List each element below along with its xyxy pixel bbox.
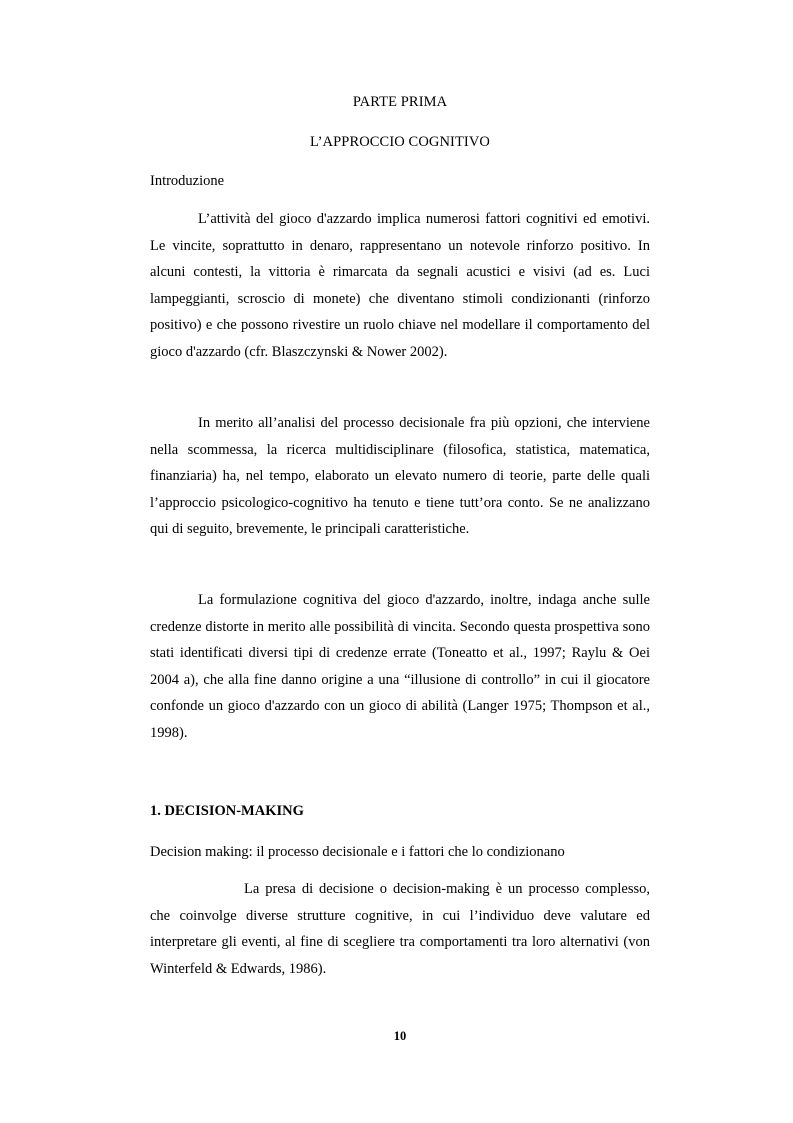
intro-paragraph-2: In merito all’analisi del processo decisionale fra più opzioni, che interviene nella scommessa, la ricerca multidisciplinare (filosofica, statistica, matematica, finanziaria) ha, nel tempo, elaborato un elevato numero di teorie, parte delle quali l’approccio psicologico-cognitivo ha tenuto e tiene tutt’ora conto. Se ne analizzano qui di seguito, brevemente, le principali caratteristiche. [150,415,650,538]
section-paragraph: La presa di decisione o decision-making è un processo complesso, che coinvolge diverse strutture cognitive, in cui l’individuo deve valutare ed interpretare gli eventi, al fine di scegliere tra comportamenti tra loro alternativi (von Winterfeld & Edwards, 1986). [150,881,650,977]
section-subheading: Decision making: il processo decisionale e i fattori che lo condizionano [150,844,565,860]
section-heading: 1. DECISION-MAKING [150,803,304,819]
intro-paragraph-1: L’attività del gioco d'azzardo implica numerosi fattori cognitivi ed emotivi. Le vincite, soprattutto in denaro, rappresentano un notevole rinforzo positivo. In alcuni contesti, la vittoria è rimarcata da segnali acustici e visivi (ad es. Luci lampeggianti, scroscio di monete) che diventano stimoli condizionanti (rinforzo positivo) e che possono rivestire un ruolo chiave nel modellare il comportamento del gioco d'azzardo (cfr. Blaszczynski & Nower 2002). [150,211,650,360]
part-title: PARTE PRIMA [352,94,448,110]
chapter-title: L’APPROCCIO COGNITIVO [309,134,490,150]
page-number: 10 [393,1029,407,1043]
introduction-heading: Introduzione [150,173,225,189]
intro-paragraph-3: La formulazione cognitiva del gioco d'azzardo, inoltre, indaga anche sulle credenze distorte in merito alle possibilità di vincita. Secondo questa prospettiva sono stati identificati diversi tipi di credenze errate (Toneatto et al., 1997; Raylu & Oei 2004 a), che alla fine danno origine a una “illusione di controllo” in cui il giocatore confonde un gioco d'azzardo con un gioco di abilità (Langer 1975; Thompson et al., 1998). [150,592,650,741]
